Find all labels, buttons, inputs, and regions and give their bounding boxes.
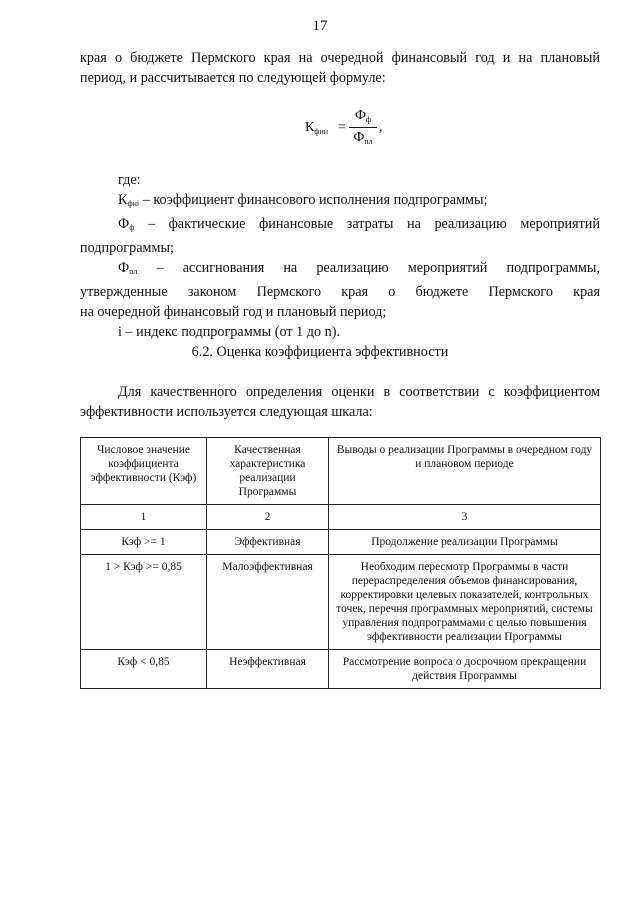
- definition-k: Кфнi – коэффициент финансового исполнения подпрограммы;: [118, 192, 488, 208]
- efficiency-scale-table: [80, 437, 601, 689]
- section-title: 6.2. Оценка коэффициента эффективности: [191, 344, 449, 360]
- cell-rating: Эффективная: [207, 530, 329, 555]
- scale-intro-paragraph: [80, 382, 600, 422]
- scale-intro-line-2: эффективности используется следующая шкала:: [80, 404, 373, 420]
- definition-ff-line-2: подпрограммы;: [80, 240, 174, 256]
- formula: [305, 108, 425, 152]
- column-number: 1: [81, 505, 207, 530]
- definition-i: i – индекс подпрограммы (от 1 до n).: [118, 324, 340, 340]
- cell-value: 1 > Кэф >= 0,85: [81, 555, 207, 650]
- cell-rating: Неэффективная: [207, 650, 329, 689]
- intro-paragraph: [80, 48, 600, 88]
- intro-line-1: края о бюджете Пермского края на очередной финансовый год и на плановый: [80, 50, 600, 66]
- formula-numerator: $Ф_ф$: [354, 108, 372, 124]
- page-number: 17: [312, 18, 328, 34]
- column-number: 2: [207, 505, 329, 530]
- formula-lhs: $К_{фин}$: [305, 120, 329, 136]
- table-row: [81, 650, 601, 689]
- formula-comma: ,: [379, 120, 383, 135]
- formula-equals: =: [338, 120, 346, 135]
- cell-value: Кэф < 0,85: [81, 650, 207, 689]
- definition-fpl-line-1: Фпл – ассигнования на реализацию мероприятий подпрограммы,: [118, 260, 600, 276]
- definition-ff-line-1: Фф – фактические финансовые затраты на реализацию мероприятий: [118, 216, 600, 232]
- where-label: где:: [118, 172, 141, 188]
- formula-denominator: $Ф_{пл}$: [353, 130, 373, 146]
- fraction-bar: [349, 127, 377, 128]
- table-row: [81, 555, 601, 650]
- cell-conclusion: Рассмотрение вопроса о досрочном прекращении действия Программы: [329, 650, 601, 689]
- definition-fpl-line-3: на очередной финансовый год и плановый период;: [80, 304, 387, 320]
- intro-line-2: период, и рассчитывается по следующей формуле:: [80, 70, 386, 86]
- table-number-row: [81, 505, 601, 530]
- scale-intro-line-1: Для качественного определения оценки в соответствии с коэффициентом: [118, 384, 600, 400]
- table-header-row: [81, 438, 601, 505]
- cell-value: Кэф >= 1: [81, 530, 207, 555]
- definition-fpl-line-2: утвержденные законом Пермского края о бюджете Пермского края: [80, 284, 600, 300]
- header-conclusion: Выводы о реализации Программы в очередном году и плановом периоде: [329, 438, 601, 505]
- cell-conclusion: Необходим пересмотр Программы в части перераспределения объемов финансирования, корректировки целевых показателей, контрольных точек, перечня программных мероприятий, системы управления подпрограммами с целью повышения эффективности реализации Программы: [329, 555, 601, 650]
- header-value: Числовое значение коэффициента эффективности (Кэф): [81, 438, 207, 505]
- column-number: 3: [329, 505, 601, 530]
- table-row: [81, 530, 601, 555]
- header-rating: Качественная характеристика реализации Программы: [207, 438, 329, 505]
- cell-rating: Малоэффективная: [207, 555, 329, 650]
- cell-conclusion: Продолжение реализации Программы: [329, 530, 601, 555]
- definitions-block: [80, 170, 600, 342]
